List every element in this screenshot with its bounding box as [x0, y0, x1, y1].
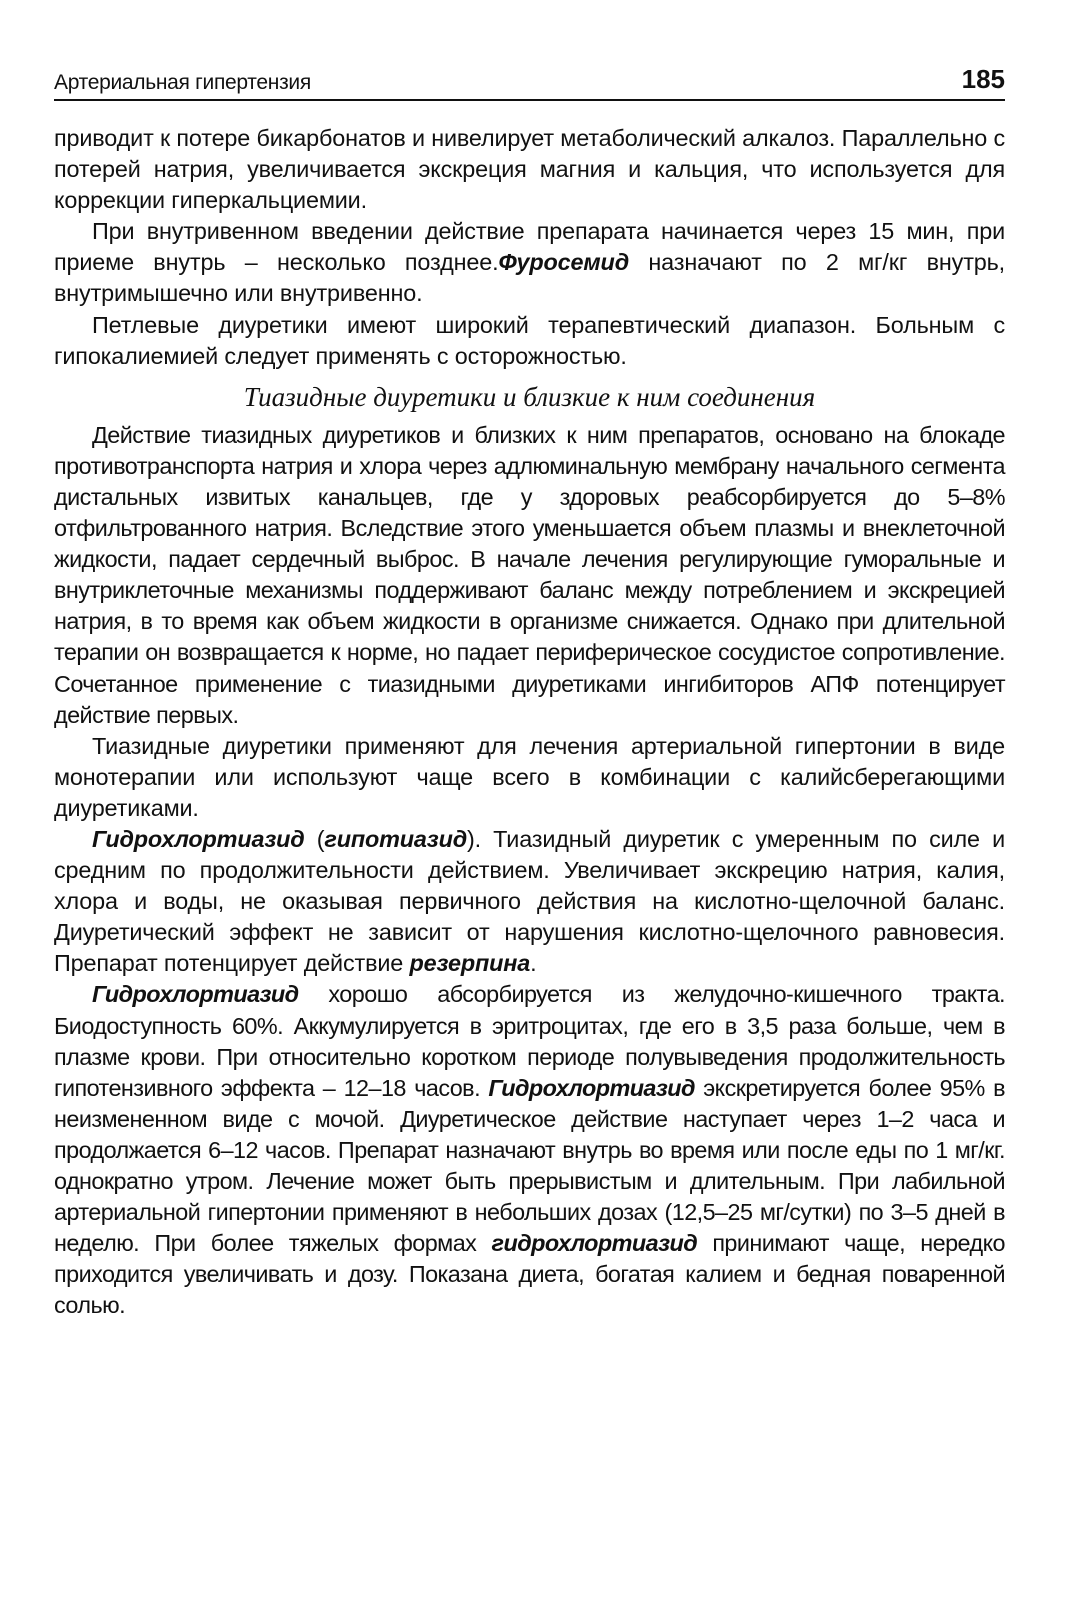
paragraph-continuation — [54, 123, 1005, 216]
drug-name-hydrochlorothiazide: Гидрохлортиазид — [488, 1074, 695, 1101]
page-number: 185 — [961, 64, 1005, 94]
paragraph-text: Тиазидные диуретики применяют для лечения артериальной гипертонии в виде монотерапии или используют чаще всего в комбинации с калийсберегающими диуретиками. — [54, 732, 1005, 821]
running-title: Артериальная гипертензия — [54, 71, 311, 94]
page-header — [54, 64, 1005, 101]
paragraph-loop-diuretics — [54, 310, 1005, 372]
drug-name-hydrochlorothiazide: Гидрохлортиазид — [92, 981, 299, 1008]
drug-name-hypothiazide: гипотиазид — [324, 825, 468, 852]
paragraph-administration — [54, 216, 1005, 309]
paragraph-text: Петлевые диуретики имеют широкий терапевтический диапазон. Больным с гипокалиемией следует применять с осторожностью. — [54, 311, 1005, 369]
paragraph-thiazide-mechanism — [54, 420, 1005, 731]
paragraph-text: . Тиазидный диуретик с умеренным по силе и средним по продолжительности действием. Увеличивает экскрецию натрия, калия, хлора и воды, не оказывая первичного действия на кислотно-щелочной баланс. Диуретический эффект не зависит от нарушения кислотно-щелочного равновесия. Препарат потенцирует действие — [54, 825, 1005, 977]
paragraph-hydrochlorothiazide: Гидрохлортиазид (гипотиазид). Тиазидный диуретик с умеренным по силе и средним по продолжительности действием. Увеличивает экскрецию натрия, калия, хлора и воды, не оказывая первичного действия на кислотно-щелочной баланс. Диуретический эффект не зависит от нарушения кислотно-щелочного равновесия. Препарат потенцирует действие резерпина. — [54, 825, 1005, 977]
page-body — [54, 123, 1005, 1321]
paragraph-text: При внутривенном введении действие препарата начинается через 15 мин, при приеме внутрь – несколько позднее. — [54, 218, 1005, 276]
paragraph-text: назначают по 2 мг/кг внутрь, внутримышечно или внутривенно. — [54, 249, 1005, 307]
paragraph-text: экскретируется более 95% в неизмененном виде с мочой. Диуретическое действие наступает через 1–2 часа и продолжается 6–12 часов. Препарат назначают внутрь во время или после еды по 1 мг/кг. однократно утром. Лечение может быть прерывистым и длительным. При лабильной артериальной гипертонии применяют в небольших дозах (12,5–25 мг/сутки) по 3–5 дней в неделю. При более тяжелых формах — [54, 1074, 1006, 1257]
paragraph-pharmacokinetics — [54, 979, 1005, 1321]
paragraph-thiazide-use — [54, 731, 1005, 824]
paragraph-text: Действие тиазидных диуретиков и близких к ним препаратов, основано на блокаде противотранспорта натрия и хлора через адлюминальную мембрану начального сегмента дистальных извитых канальцев, где у здоровых реабсорбируется до 5–8% отфильтрованного натрия. Вследствие этого уменьшается объем плазмы и внеклеточной жидкости, падает сердечный выброс. В начале лечения регулирующие гуморальные и внутриклеточные механизмы поддерживают баланс между потреблением и экскрецией натрия, в то время как объем жидкости в организме снижается. Однако при длительной терапии он возвращается к норме, но падает периферическое сосудистое сопротивление. Сочетанное применение с тиазидными диуретиками ингибиторов АПФ потенцирует действие первых. — [54, 421, 1005, 728]
paragraph-text: хорошо абсорбируется из желудочно-кишечного тракта. Биодоступность 60%. Аккумулируется в эритроцитах, где его в 3,5 раза больше, чем в плазме крови. При относительно коротком периоде полувыведения продолжительность гипотензивного эффекта – 12–18 часов. — [54, 981, 1005, 1101]
paragraph-text: принимают чаще, нередко приходится увеличивать и дозу. Показана диета, богатая калием и бедная поваренной солью. — [54, 1230, 1006, 1319]
paragraph-text: приводит к потере бикарбонатов и нивелирует метаболический алкалоз. Параллельно с потерей натрия, увеличивается экскреция магния и кальция, что используется для коррекции гиперкальциемии. — [54, 125, 1005, 214]
drug-name-hydrochlorothiazide: Гидрохлортиазид — [92, 825, 305, 852]
section-heading: Тиазидные диуретики и близкие к ним соединения — [243, 381, 816, 412]
drug-name-hydrochlorothiazide: гидрохлортиазид — [491, 1230, 698, 1257]
drug-name-reserpine: резерпина — [409, 950, 531, 977]
drug-name-furosemide: Фуросемид — [498, 249, 630, 276]
